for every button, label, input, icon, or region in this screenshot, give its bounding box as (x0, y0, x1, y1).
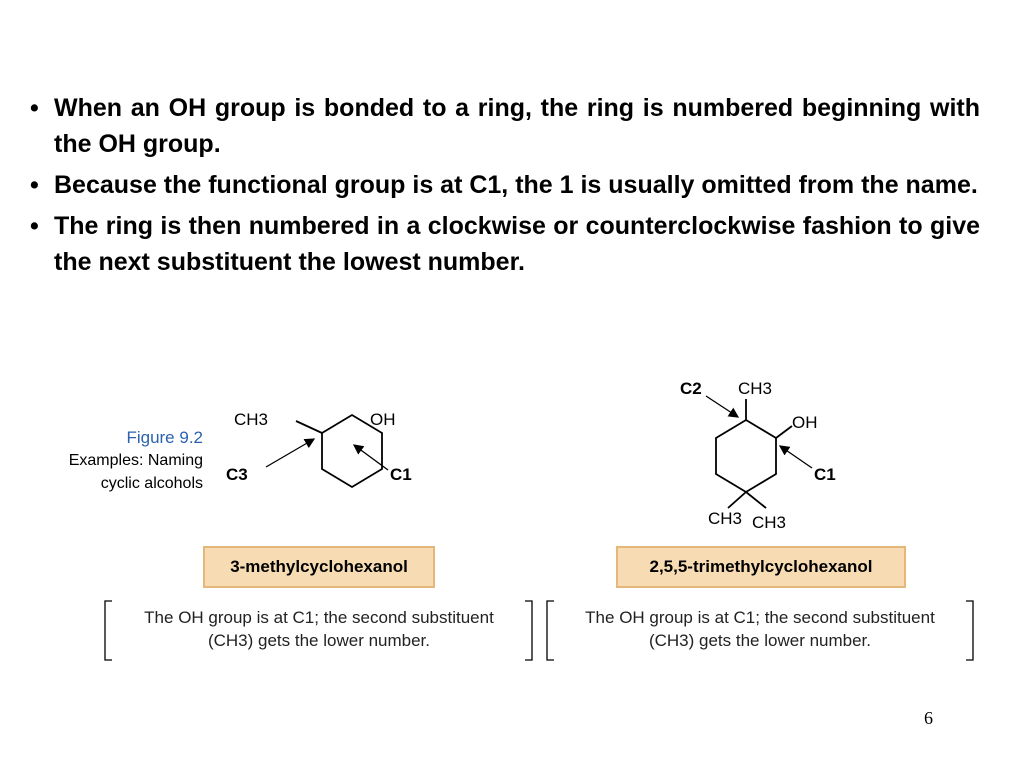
caption-line: cyclic alcohols (100, 475, 203, 492)
note-line: The OH group is at C1; the second substituent (144, 608, 494, 627)
c1-label: C1 (390, 465, 412, 484)
ch3-top-label: CH3 (738, 379, 773, 398)
c2-label: C2 (680, 379, 702, 398)
oh-label: OH (370, 410, 396, 429)
ch3-label: CH3 (234, 410, 269, 429)
ch3-left-label: CH3 (708, 509, 743, 528)
bullet-item: • The ring is then numbered in a clockwise or counterclockwise fashion to give the next substituent the lowest number. (30, 212, 980, 276)
bullet-item: • When an OH group is bonded to a ring, the ring is numbered beginning with the OH group. (30, 94, 980, 158)
note-line: The OH group is at C1; the second substituent (585, 608, 935, 627)
compound-name: 3-methylcyclohexanol (230, 557, 408, 576)
caption-line: Examples: Naming (68, 452, 203, 469)
c3-label: C3 (226, 465, 248, 484)
c1-label: C1 (814, 465, 836, 484)
bullet-item: • Because the functional group is at C1, the 1 is usually omitted from the name. (30, 171, 978, 199)
explanation-note (112, 606, 526, 652)
note-line: (CH3) gets the lower number. (648, 631, 872, 650)
figure-label: Figure 9.2 (126, 428, 203, 447)
ch3-right-label: CH3 (752, 513, 787, 532)
compound-name: 2,5,5-trimethylcyclohexanol (649, 557, 873, 576)
oh-label: OH (792, 413, 818, 432)
page-number: 6 (924, 708, 933, 728)
note-line: (CH3) gets the lower number. (207, 631, 431, 650)
explanation-note (553, 606, 967, 652)
